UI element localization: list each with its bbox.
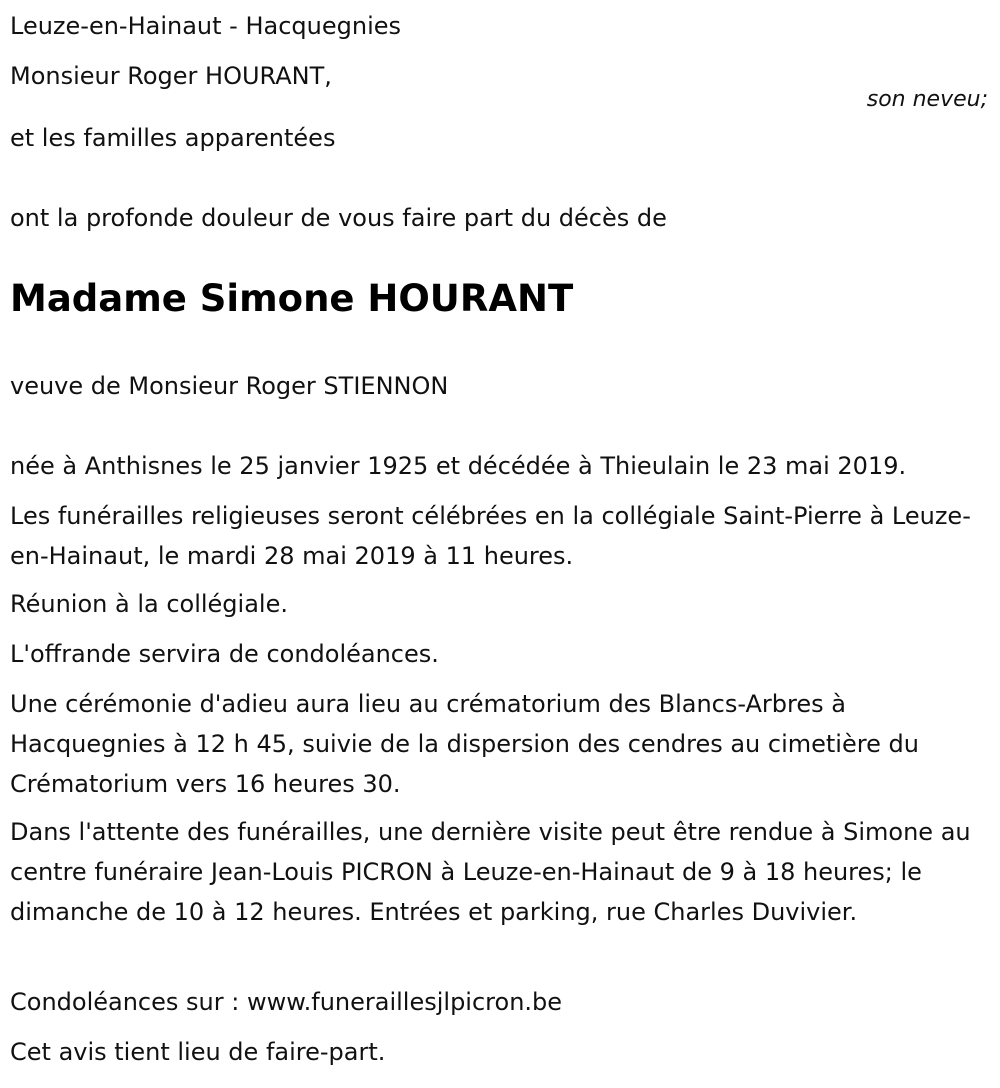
location-line: Leuze-en-Hainaut - Hacquegnies xyxy=(10,12,402,40)
family-member-relation: son neveu; xyxy=(866,87,988,112)
family-member-name: Monsieur Roger HOURANT, xyxy=(10,62,332,90)
deceased-name: Madame Simone HOURANT xyxy=(10,277,574,320)
widow-of: veuve de Monsieur Roger STIENNON xyxy=(10,372,449,400)
funeral-details: Les funérailles religieuses seront célébrées en la collégiale Saint-Pierre à Leuze-en-Hainaut, le mardi 28 mai 2019 à 11 heures. xyxy=(10,502,971,570)
condolences-link[interactable]: Condoléances sur : www.funeraillesjlpicron.be xyxy=(10,988,563,1016)
ceremony-details: Une cérémonie d'adieu aura lieu au crématorium des Blancs-Arbres à Hacquegnies à 12 h 45, suivie de la dispersion des cendres au cimetière du Crématorium vers 16 heures 30. xyxy=(10,690,919,798)
related-families: et les familles apparentées xyxy=(10,124,336,152)
notice-statement: Cet avis tient lieu de faire-part. xyxy=(10,1038,386,1066)
offering-info: L'offrande servira de condoléances. xyxy=(10,640,439,668)
visit-details: Dans l'attente des funérailles, une dernière visite peut être rendue à Simone au centre funéraire Jean-Louis PICRON à Leuze-en-Hainaut de 9 à 18 heures; le dimanche de 10 à 12 heures. Entrées et parking, rue Charles Duvivier. xyxy=(10,818,971,926)
reunion-info: Réunion à la collégiale. xyxy=(10,590,288,618)
birth-death-dates: née à Anthisnes le 25 janvier 1925 et décédée à Thieulain le 23 mai 2019. xyxy=(10,452,907,480)
announcement-intro: ont la profonde douleur de vous faire part du décès de xyxy=(10,204,667,232)
